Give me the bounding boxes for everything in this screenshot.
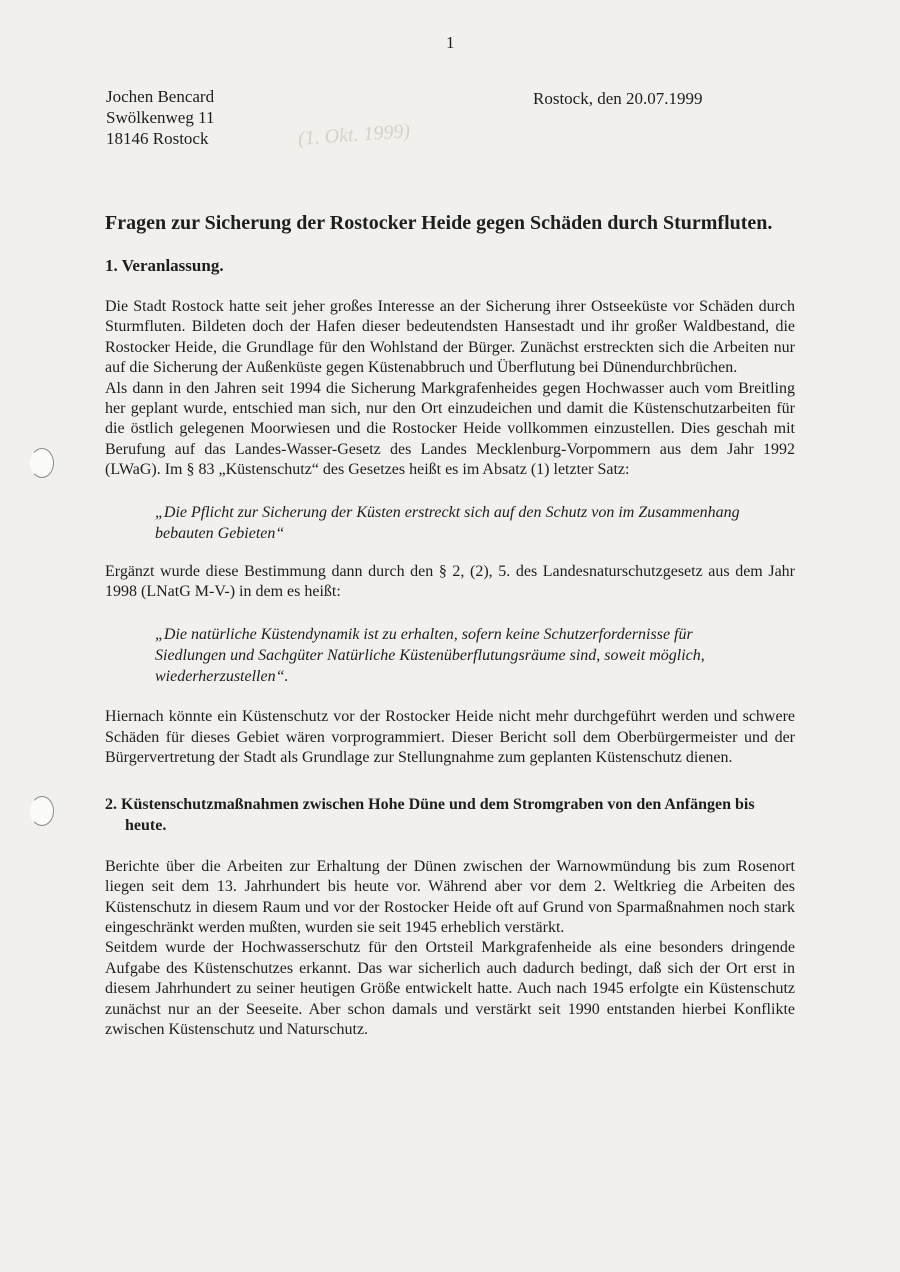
sender-address (106, 86, 214, 149)
law-quote: „Die Pflicht zur Sicherung der Küsten erstreckt sich auf den Schutz von im Zusammenhang bebauten Gebieten“ (155, 503, 740, 542)
page-number: 1 (446, 33, 455, 52)
pencil-annotation: (1. Okt. 1999) (297, 120, 411, 150)
paragraph: Berichte über die Arbeiten zur Erhaltung der Dünen zwischen der Warnowmündung bis zum Rosenort liegen seit dem 13. Jahrhundert bis heute vor. Während aber vor dem 2. Weltkrieg die Arbeiten des Küstenschutz in diesem Raum und vor der Rostocker Heide oft auf Grund von Sparmaßnahmen noch stark eingeschränkt werden mußten, wurden sie seit 1945 erheblich verstärkt. (105, 857, 795, 936)
sender-city: 18146 Rostock (106, 129, 209, 148)
sender-name: Jochen Bencard (106, 87, 215, 106)
sender-street: Swölkenweg 11 (106, 108, 215, 127)
section-heading-2: 2. Küstenschutzmaßnahmen zwischen Hohe Düne und dem Stromgraben von den Anfängen bis heute. (105, 795, 755, 834)
punch-hole-mark (30, 796, 54, 826)
paragraph: Als dann in den Jahren seit 1994 die Sicherung Markgrafenheides gegen Hochwasser auch vom Breitling her geplant wurde, entschied man sich, nur den Ort einzudeichen und damit die Küstenschutzarbeiten für die östlich gelegenen Moorwiesen und die Rostocker Heide vollkommen einzustellen. Dies geschah mit Berufung auf das Landes-Wasser-Gesetz des Landes Mecklenburg-Vorpommern aus dem Jahr 1992 (LWaG). Im § 83 „Küstenschutz“ des Gesetzes heißt es im Absatz (1) letzter Satz: (105, 379, 795, 479)
paragraph: Ergänzt wurde diese Bestimmung dann durch den § 2, (2), 5. des Landesnaturschutzgesetz aus dem Jahr 1998 (LNatG M-V-) in dem es heißt: (105, 562, 795, 601)
document-body (105, 211, 795, 1040)
paragraph: Hiernach könnte ein Küstenschutz vor der Rostocker Heide nicht mehr durchgeführt werden und schwere Schäden für dieses Gebiet wären vorprogrammiert. Dieser Bericht soll dem Oberbürgermeister und der Bürgervertretung der Stadt als Grundlage zur Stellungnahme zum geplanten Küstenschutz dienen. (105, 708, 795, 767)
law-quote: „Die natürliche Küstendynamik ist zu erhalten, sofern keine Schutzerfordernisse für Siedlungen und Sachgüter Natürliche Küstenüberflutungsräume sind, soweit möglich, wiederherzustellen“. (155, 626, 705, 686)
document-title: Fragen zur Sicherung der Rostocker Heide gegen Schäden durch Sturmfluten. (105, 212, 773, 234)
paragraph: Die Stadt Rostock hatte seit jeher großes Interesse an der Sicherung ihrer Ostseeküste vor Schäden durch Sturmfluten. Bildeten doch der Hafen dieser bedeutendsten Hansestadt und ihr großer Waldbestand, die Rostocker Heide, die Grundlage für den Wohlstand der Bürger. Zunächst erstreckten sich die Arbeiten nur auf die Sicherung der Außenküste gegen Küstenabbruch und Überflutung bei Dünendurchbrüchen. (105, 298, 795, 377)
paragraph: Seitdem wurde der Hochwasserschutz für den Ortsteil Markgrafenheide als eine besonders dringende Aufgabe des Küstenschutzes erkannt. Das war sicherlich auch dadurch bedingt, daß sich der Ort erst in diesem Jahrhundert zu seiner heutigen Größe entwickelt hatte. Auch nach 1945 erfolgte ein Küstenschutz zunächst nur an der Seeseite. Aber schon damals und verstärkt seit 1990 entstanden hierbei Konflikte zwischen Küstenschutz und Naturschutz. (105, 939, 795, 1038)
punch-hole-mark (30, 448, 54, 478)
place-date: Rostock, den 20.07.1999 (533, 89, 703, 108)
section-heading-1: 1. Veranlassung. (105, 256, 224, 275)
